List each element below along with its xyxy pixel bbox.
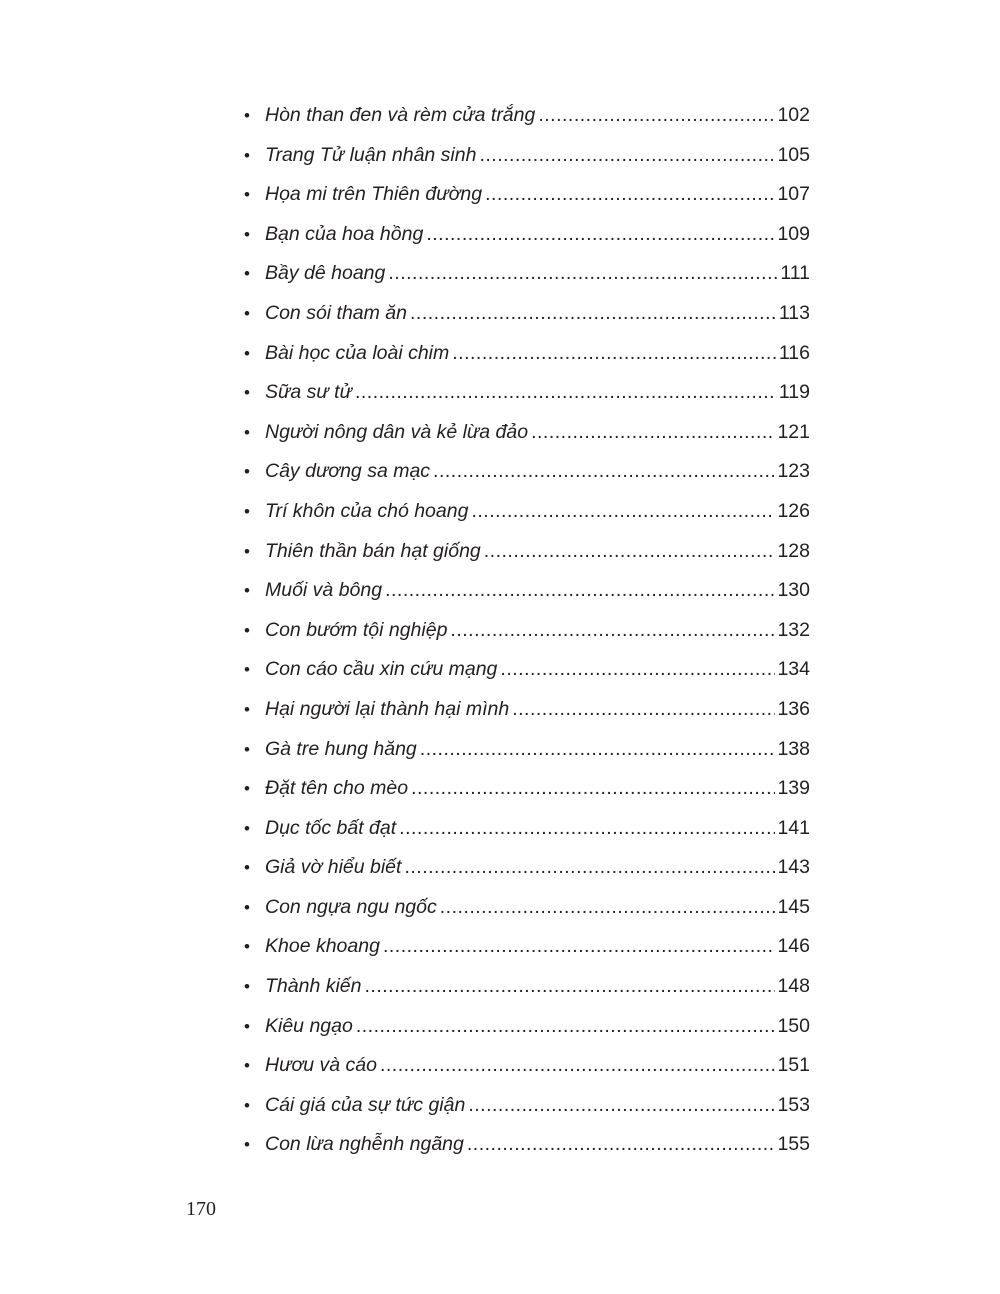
entry-title: Sữa sư tử bbox=[265, 381, 352, 404]
dot-leader bbox=[471, 492, 775, 532]
bullet-icon: • bbox=[244, 858, 250, 878]
bullet-icon: • bbox=[244, 977, 250, 997]
dot-leader bbox=[433, 452, 775, 492]
entry-title: Hươu và cáo bbox=[265, 1054, 377, 1077]
entry-page-number: 139 bbox=[777, 777, 810, 800]
bullet-icon: • bbox=[244, 264, 250, 284]
entry-title: Bài học của loài chim bbox=[265, 341, 450, 364]
toc-entry bbox=[244, 730, 810, 770]
entry-title: Dục tốc bất đạt bbox=[265, 816, 397, 839]
bullet-icon: • bbox=[244, 1095, 250, 1115]
entry-title: Giả vờ hiểu biết bbox=[265, 856, 402, 879]
toc-entry bbox=[244, 809, 810, 849]
entry-page-number: 121 bbox=[777, 420, 810, 443]
bullet-icon: • bbox=[244, 1016, 250, 1036]
bullet-icon: • bbox=[244, 660, 250, 680]
entry-page-number: 126 bbox=[777, 499, 810, 522]
bullet-icon: • bbox=[244, 1135, 250, 1155]
bullet-icon: • bbox=[244, 303, 250, 323]
toc-entry bbox=[244, 611, 810, 651]
dot-leader bbox=[538, 96, 775, 136]
dot-leader bbox=[399, 809, 775, 849]
toc-entry bbox=[244, 927, 810, 967]
dot-leader bbox=[426, 215, 775, 255]
bullet-icon: • bbox=[244, 581, 250, 601]
entry-title: Cây dương sa mạc bbox=[265, 460, 431, 483]
table-of-contents bbox=[244, 96, 810, 1165]
toc-entry bbox=[244, 96, 810, 136]
bullet-icon: • bbox=[244, 620, 250, 640]
bullet-icon: • bbox=[244, 462, 250, 482]
dot-leader bbox=[468, 1086, 775, 1126]
bullet-icon: • bbox=[244, 343, 250, 363]
entry-title: Gà tre hung hăng bbox=[265, 737, 417, 760]
toc-entry bbox=[244, 136, 810, 176]
bullet-icon: • bbox=[244, 1056, 250, 1076]
entry-title: Trí khôn của chó hoang bbox=[265, 499, 469, 522]
toc-entry bbox=[244, 1046, 810, 1086]
entry-title: Bầy dê hoang bbox=[265, 262, 386, 285]
toc-entry bbox=[244, 373, 810, 413]
entry-title: Con bướm tội nghiệp bbox=[265, 618, 448, 641]
bullet-icon: • bbox=[244, 106, 250, 125]
entry-page-number: 119 bbox=[778, 381, 810, 404]
entry-page-number: 148 bbox=[777, 975, 810, 998]
bullet-icon: • bbox=[244, 422, 250, 442]
entry-page-number: 109 bbox=[777, 222, 810, 245]
dot-leader bbox=[355, 373, 777, 413]
toc-entry bbox=[244, 769, 810, 809]
entry-page-number: 141 bbox=[777, 816, 810, 839]
entry-page-number: 116 bbox=[778, 341, 810, 364]
toc-entry bbox=[244, 452, 810, 492]
dot-leader bbox=[485, 175, 775, 215]
bullet-icon: • bbox=[244, 699, 250, 719]
dot-leader bbox=[404, 848, 775, 888]
toc-entry bbox=[244, 215, 810, 255]
dot-leader bbox=[356, 1007, 776, 1047]
toc-entry bbox=[244, 413, 810, 453]
toc-entry bbox=[244, 532, 810, 572]
entry-page-number: 150 bbox=[777, 1014, 810, 1037]
bullet-icon: • bbox=[244, 779, 250, 799]
entry-page-number: 105 bbox=[777, 143, 810, 166]
entry-page-number: 128 bbox=[777, 539, 810, 562]
dot-leader bbox=[364, 967, 775, 1007]
bullet-icon: • bbox=[244, 145, 250, 165]
toc-entry bbox=[244, 888, 810, 928]
entry-page-number: 130 bbox=[777, 579, 810, 602]
dot-leader bbox=[450, 611, 775, 651]
bullet-icon: • bbox=[244, 937, 250, 957]
bullet-icon: • bbox=[244, 541, 250, 561]
dot-leader bbox=[388, 254, 778, 294]
entry-title: Trang Tử luận nhân sinh bbox=[265, 143, 477, 166]
entry-page-number: 107 bbox=[777, 183, 810, 206]
entry-page-number: 146 bbox=[777, 935, 810, 958]
entry-title: Cái giá của sự tức giận bbox=[265, 1093, 466, 1116]
toc-entry bbox=[244, 294, 810, 334]
entry-title: Thành kiến bbox=[265, 975, 362, 998]
dot-leader bbox=[500, 650, 775, 690]
entry-page-number: 143 bbox=[777, 856, 810, 879]
bullet-icon: • bbox=[244, 739, 250, 759]
entry-page-number: 113 bbox=[778, 301, 810, 324]
dot-leader bbox=[383, 927, 776, 967]
dot-leader bbox=[420, 730, 776, 770]
entry-title: Đặt tên cho mèo bbox=[265, 777, 409, 800]
toc-entry bbox=[244, 492, 810, 532]
entry-page-number: 155 bbox=[777, 1133, 810, 1156]
toc-entry bbox=[244, 254, 810, 294]
toc-entry bbox=[244, 1007, 810, 1047]
toc-entry bbox=[244, 334, 810, 374]
bullet-icon: • bbox=[244, 185, 250, 205]
toc-entry bbox=[244, 1125, 810, 1165]
dot-leader bbox=[440, 888, 776, 928]
dot-leader bbox=[512, 690, 775, 730]
entry-title: Họa mi trên Thiên đường bbox=[265, 183, 483, 206]
entry-page-number: 151 bbox=[777, 1054, 810, 1077]
entry-page-number: 111 bbox=[780, 262, 810, 285]
dot-leader bbox=[484, 532, 776, 572]
entry-page-number: 102 bbox=[777, 104, 810, 126]
toc-entry bbox=[244, 848, 810, 888]
bullet-icon: • bbox=[244, 897, 250, 917]
dot-leader bbox=[452, 334, 777, 374]
toc-entry bbox=[244, 690, 810, 730]
entry-title: Con sói tham ăn bbox=[265, 301, 407, 324]
entry-title: Thiên thần bán hạt giống bbox=[265, 539, 481, 562]
dot-leader bbox=[467, 1125, 776, 1165]
dot-leader bbox=[380, 1046, 776, 1086]
entry-title: Con lừa nghễnh ngãng bbox=[265, 1133, 464, 1156]
toc-entry bbox=[244, 967, 810, 1007]
entry-page-number: 138 bbox=[777, 737, 810, 760]
toc-entry bbox=[244, 650, 810, 690]
entry-title: Hòn than đen và rèm cửa trắng bbox=[265, 104, 536, 126]
entry-page-number: 153 bbox=[777, 1093, 810, 1116]
toc-entry bbox=[244, 1086, 810, 1126]
dot-leader bbox=[411, 769, 775, 809]
bullet-icon: • bbox=[244, 501, 250, 521]
entry-page-number: 134 bbox=[777, 658, 810, 681]
page-number: 170 bbox=[186, 1198, 216, 1220]
entry-title: Hại người lại thành hại mình bbox=[265, 697, 510, 720]
dot-leader bbox=[385, 571, 775, 611]
dot-leader bbox=[410, 294, 777, 334]
entry-page-number: 123 bbox=[777, 460, 810, 483]
entry-page-number: 145 bbox=[777, 895, 810, 918]
toc-entry bbox=[244, 175, 810, 215]
entry-title: Người nông dân và kẻ lừa đảo bbox=[265, 420, 529, 443]
entry-title: Con ngựa ngu ngốc bbox=[265, 895, 437, 918]
entry-title: Bạn của hoa hồng bbox=[265, 222, 424, 245]
toc-entry bbox=[244, 571, 810, 611]
entry-page-number: 136 bbox=[777, 697, 810, 720]
bullet-icon: • bbox=[244, 383, 250, 403]
entry-title: Khoe khoang bbox=[265, 935, 380, 958]
entry-title: Muối và bông bbox=[265, 579, 383, 602]
dot-leader bbox=[531, 413, 775, 453]
entry-title: Kiêu ngạo bbox=[265, 1014, 353, 1037]
bullet-icon: • bbox=[244, 818, 250, 838]
entry-title: Con cáo cầu xin cứu mạng bbox=[265, 658, 498, 681]
entry-page-number: 132 bbox=[777, 618, 810, 641]
bullet-icon: • bbox=[244, 224, 250, 244]
dot-leader bbox=[479, 136, 775, 176]
